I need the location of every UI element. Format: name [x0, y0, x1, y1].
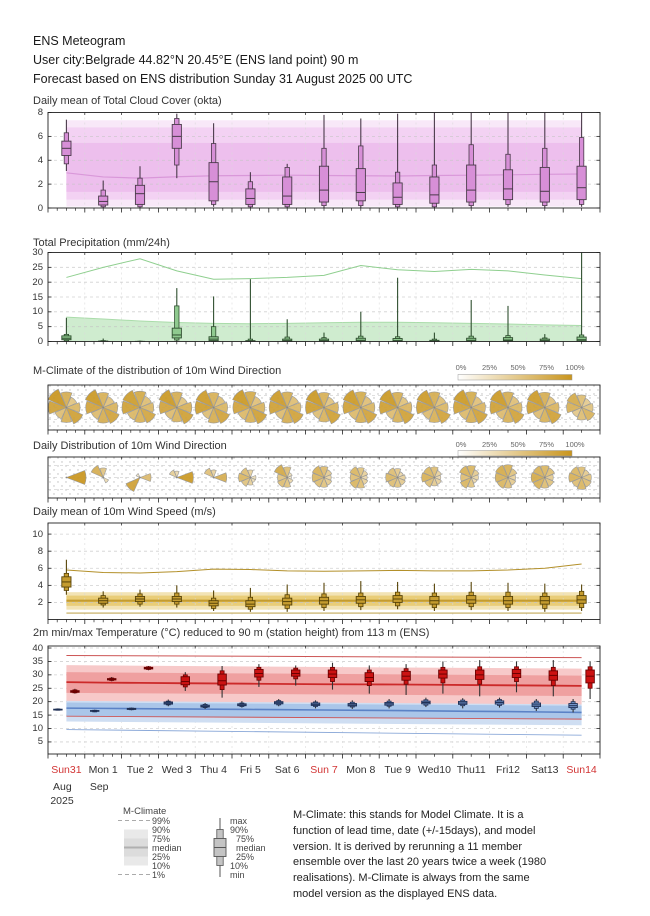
- wind-ytick-label: 6: [37, 562, 43, 574]
- precip-ytick-label: 0: [37, 336, 43, 347]
- temp-ytick-label: 40: [32, 642, 43, 654]
- mclimate-legend-label: 25%: [152, 851, 171, 862]
- cloud-ytick-label: 6: [37, 130, 43, 142]
- x-axis-day-label: Thu11: [456, 764, 486, 776]
- x-axis-day-label: Sat 6: [274, 764, 300, 776]
- x-axis-day-label: Tue 2: [126, 764, 154, 776]
- ens-legend-label: 75%: [236, 833, 255, 844]
- wind-speed-panel: [48, 523, 600, 624]
- wind-legend-pct-label: 0%: [455, 439, 467, 449]
- x-axis-day-label: Wed 3: [161, 764, 192, 776]
- forecast-line: Forecast based on ENS distribution Sunday 31 August 2025 00 UTC: [33, 72, 413, 86]
- temp-ytick-label: 35: [32, 655, 43, 667]
- note-line: function of lead time, date (+/-15days), and model: [293, 824, 536, 837]
- mclimate-legend-label: 10%: [152, 860, 171, 871]
- mclimate-legend-label: 90%: [152, 824, 171, 835]
- wind-ytick-label: 4: [37, 579, 43, 591]
- year-label: 2025: [50, 795, 74, 807]
- x-axis-day-label: Sun 7: [310, 764, 338, 776]
- cloud-ytick-label: 2: [37, 178, 43, 190]
- temperature-panel-title: 2m min/max Temperature (°C) reduced to 90 m (station height) from 113 m (ENS): [33, 627, 430, 639]
- cloud-ytick-label: 8: [37, 107, 43, 118]
- temp-ytick-label: 25: [32, 682, 43, 694]
- temp-ytick-label: 5: [37, 736, 43, 748]
- rose-mclimate-panel: [48, 375, 600, 435]
- month-label: Sep: [89, 781, 109, 793]
- ens-box-legend-graphic: [214, 818, 226, 877]
- rose-mclimate-title: M-Climate of the distribution of 10m Wind Direction: [33, 365, 282, 377]
- temp-ytick-label: 15: [32, 709, 43, 721]
- note-line: ensemble over the last 20 years twice a week (1980: [293, 856, 547, 869]
- note-line: realisations). M-Climate is always from the same: [293, 872, 530, 885]
- wind-speed-panel-title: Daily mean of 10m Wind Speed (m/s): [33, 506, 216, 518]
- wind-legend-pct-label: 0%: [455, 363, 467, 372]
- location-line: User city:Belgrade 44.82°N 20.45°E (ENS land point) 90 m: [33, 53, 359, 67]
- x-axis-day-label: Sun31: [51, 764, 82, 776]
- precip-panel: [48, 250, 600, 346]
- x-axis-day-label: Thu 4: [200, 764, 228, 776]
- x-axis-day-label: Wed10: [417, 764, 451, 776]
- wind-legend-pct-label: 25%: [481, 363, 497, 372]
- precip-ytick-label: 25: [32, 261, 43, 273]
- wind-ytick-label: 2: [37, 596, 43, 608]
- cloud-panel: [48, 113, 600, 213]
- mclimate-legend-title: M-Climate: [123, 806, 167, 817]
- mclimate-legend-graphic: [118, 821, 150, 875]
- wind-legend-pct-label: 50%: [510, 363, 526, 372]
- wind-legend-pct-label: 100%: [565, 439, 585, 449]
- month-label: Aug: [53, 781, 72, 793]
- note-line: version. It is derived by rerunning a 11 member: [293, 840, 523, 853]
- note-line: M-Climate: this stands for Model Climate. It is a: [293, 809, 524, 821]
- temp-ytick-label: 30: [32, 669, 43, 681]
- mclimate-legend-label: 1%: [152, 869, 166, 880]
- rose-daily-title: Daily Distribution of 10m Wind Direction: [33, 440, 227, 452]
- mclimate-legend-label: 75%: [152, 833, 171, 844]
- mclimate-legend-label: median: [152, 842, 182, 853]
- x-axis-day-label: Sat13: [531, 764, 559, 776]
- note-line: model version as the displayed ENS data.: [293, 887, 498, 900]
- x-axis-day-label: Sun14: [566, 764, 597, 776]
- cloud-ytick-label: 4: [37, 154, 43, 166]
- mclimate-legend-label: 99%: [152, 815, 171, 826]
- ens-legend-label: 90%: [230, 824, 249, 835]
- wind-legend-pct-label: 75%: [538, 439, 554, 449]
- wind-legend-pct-label: 25%: [481, 439, 497, 449]
- temperature-panel: [48, 646, 600, 759]
- x-axis-day-label: Mon 8: [346, 764, 376, 776]
- wind-ytick-label: 8: [37, 545, 43, 557]
- ens-legend-label: min: [230, 869, 245, 880]
- wind-legend-pct-label: 100%: [565, 363, 585, 372]
- wind-legend-pct-label: 50%: [510, 439, 526, 449]
- x-axis-day-label: Fri 5: [239, 764, 261, 776]
- precip-ytick-label: 15: [32, 291, 43, 303]
- wind-ytick-label: 10: [32, 528, 43, 540]
- temp-ytick-label: 20: [32, 696, 43, 708]
- x-axis-day-label: Tue 9: [384, 764, 411, 776]
- precip-ytick-label: 30: [32, 247, 43, 258]
- rose-daily-panel: [48, 451, 600, 503]
- precip-panel-title: Total Precipitation (mm/24h): [33, 237, 170, 249]
- precip-ytick-label: 20: [32, 276, 43, 288]
- cloud-ytick-label: 0: [37, 202, 43, 214]
- ens-legend-label: 25%: [236, 851, 255, 862]
- x-axis-day-label: Mon 1: [88, 764, 118, 776]
- precip-ytick-label: 5: [37, 321, 43, 333]
- ens-legend-label: median: [236, 842, 266, 853]
- temp-ytick-label: 10: [32, 723, 43, 734]
- ens-legend-label: max: [230, 815, 248, 826]
- wind-legend-pct-label: 75%: [538, 363, 554, 372]
- page-title: ENS Meteogram: [33, 34, 126, 48]
- mclimate-note: [293, 808, 638, 903]
- x-axis-day-label: Fri12: [496, 764, 520, 776]
- precip-ytick-label: 10: [32, 306, 43, 318]
- ens-legend-label: 10%: [230, 860, 249, 871]
- cloud-panel-title: Daily mean of Total Cloud Cover (okta): [33, 95, 222, 107]
